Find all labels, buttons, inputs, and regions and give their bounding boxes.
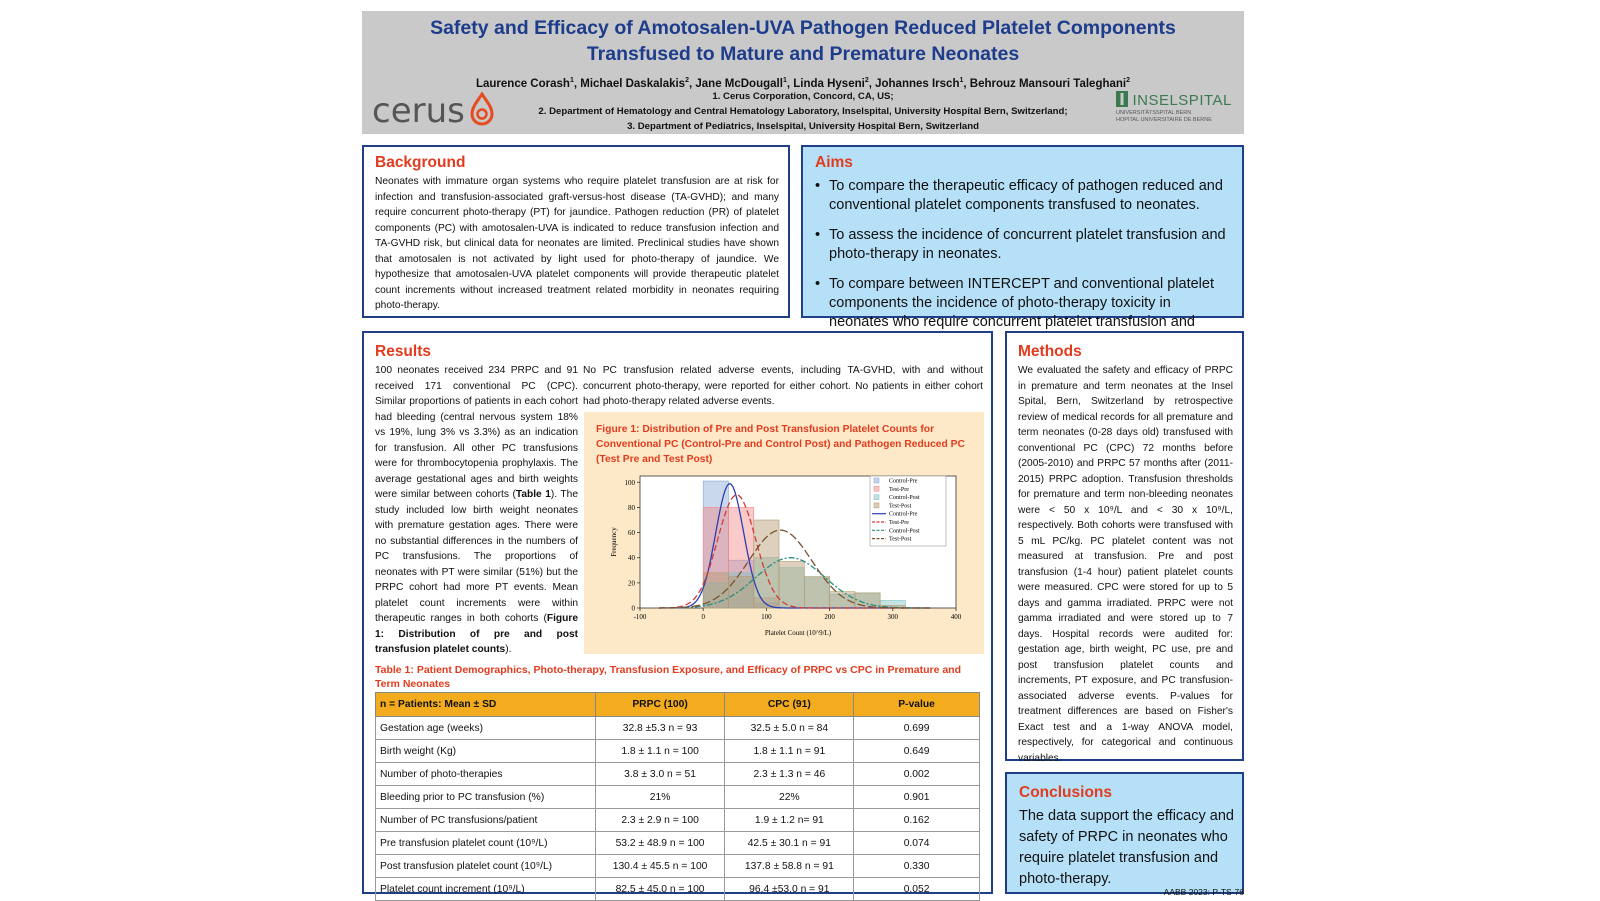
table-cell: 0.052 [854,878,980,901]
author-affiliation-number: 1 [569,77,574,84]
legend-label: Control-Pre [889,511,918,518]
affiliation-2: 2. Department of Hematology and Central Hematology Laboratory, Inselspital, University Hospital Bern, Switzerland; [538,106,1068,117]
author-affiliation-number: 1 [782,77,787,84]
x-tick-label: 400 [950,613,962,621]
table-title: Table 1: Patient Demographics, Photo-therapy, Transfusion Exposure, and Efficacy of PRPC vs CPC in Premature and Term Neonates [375,664,961,690]
table-cell: 0.162 [854,809,980,832]
author-separator: , [688,77,696,90]
title-line-2: Transfused to Mature and Premature Neonates [586,43,1020,65]
author-affiliation-number: 1 [959,77,964,84]
results-heading: Results [375,343,431,360]
legend-swatch [874,503,879,508]
table-header-cell: CPC (91) [725,693,854,717]
author-name: Linda Hyseni [793,77,865,90]
cerus-logo-text: cerus [372,91,465,131]
conclusions-box [1005,772,1244,894]
table-cell: 21% [595,786,725,809]
table-cell: 82.5 ± 45.0 n = 100 [595,878,725,901]
legend-label: Test-Post [889,503,912,510]
title-line-1: Safety and Efficacy of Amotosalen-UVA Pathogen Reduced Platelet Components [430,17,1176,39]
table-cell: 96.4 ±53.0 n = 91 [725,878,854,901]
histogram-bar [830,592,855,608]
table-cell: Bleeding prior to PC transfusion (%) [376,786,596,809]
figure-title: Figure 1: Distribution of Pre and Post Transfusion Platelet Counts for Conventional PC (Control-Pre and Control Post) and Pathogen Reduced PC (Test Pre and Test Post) [596,424,965,465]
x-tick-label: 100 [761,613,772,621]
table-cell: 0.901 [854,786,980,809]
legend-label: Test-Pre [889,520,909,526]
table-cell: 0.699 [854,717,980,740]
y-tick-label: 0 [631,604,635,613]
table-cell: 42.5 ± 30.1 n = 91 [725,832,854,855]
x-tick-label: -100 [633,613,647,621]
conclusions-text: The data support the efficacy and safety of PRPC in neonates who require platelet transfusion and photo-therapy. [1019,808,1234,887]
legend-swatch [874,486,879,491]
legend-label: Control-Post [889,528,920,535]
table-header-cell: n = Patients: Mean ± SD [376,693,596,717]
table-row [376,809,980,832]
inselspital-logo [1116,91,1240,124]
author-list [362,74,1244,91]
table-header-cell: P-value [854,693,980,717]
histogram-bar [855,593,880,608]
histogram-bar [728,577,753,608]
author-name: Johannes Irsch [875,77,960,90]
author-affiliation-number: 2 [864,77,869,84]
legend-label: Test-Pre [889,486,909,493]
aims-item: • To compare between INTERCEPT and conventional platelet components the incidence of photo-therapy toxicity in neonates who require concurrent platelet transfusion and [815,275,1233,351]
table-cell: 1.8 ± 1.1 n = 91 [725,740,854,763]
inselspital-mark-icon [1116,91,1128,107]
table-cell: Number of photo-therapies [376,763,596,786]
table-row [376,855,980,878]
table-cell: 137.8 ± 58.8 n = 91 [725,855,854,878]
inselspital-logo-text: INSELSPITAL [1132,92,1232,109]
table-cell: 32.8 ±5.3 n = 93 [595,717,725,740]
poster-header [362,11,1244,134]
background-box [362,145,790,318]
affiliation-3: 3. Department of Pediatrics, Inselspital, University Hospital Bern, Switzerland [627,121,979,132]
histogram-bar [779,561,804,608]
author-separator: , [786,77,794,90]
figure-1 [584,412,984,654]
author-separator: , [963,77,970,90]
x-tick-label: 300 [887,613,899,621]
poster-footer: AABB 2023: P-TS-76 [1163,887,1244,897]
legend-label: Test-Post [889,536,912,543]
y-tick-label: 40 [628,554,635,563]
table-row [376,832,980,855]
histogram-bar [754,520,779,608]
y-axis-label: Frequency [610,527,618,557]
table-row [376,740,980,763]
conclusions-heading: Conclusions [1019,784,1113,801]
table-cell: 130.4 ± 45.5 n = 100 [595,855,725,878]
results-text-column-2: No PC transfusion related adverse events, including TA-GVHD, with and without concurrent photo-therapy, were reported for either cohort. No patients in either cohort had photo-therapy related adverse events. [583,365,983,407]
x-axis-label: Platelet Count (10^9/L) [764,629,832,637]
aims-heading: Aims [815,154,853,171]
legend-label: Control-Post [889,495,920,502]
poster-title [362,15,1244,67]
table-cell: Pre transfusion platelet count (10⁹/L) [376,832,596,855]
cerus-logo [372,91,495,131]
table-cell: 3.8 ± 3.0 n = 51 [595,763,725,786]
table-cell: 2.3 ± 1.3 n = 46 [725,763,854,786]
author-separator: , [573,77,581,90]
table-row [376,717,980,740]
y-tick-label: 100 [624,478,635,487]
results-text-column-1: 100 neonates received 234 PRPC and 91 received 171 conventional PC (CPC). Similar proportions of patients in each cohort had bleeding (central nervous system 18% vs 19%, lung 3% vs 3.3%) as an indication for transfusion. All other PC transfusions were for thrombocytopenia prophylaxis. The average gestational ages and birth weights were similar between cohorts (Table 1). The study included low birth weight neonates with premature gestation ages. There were no substantial differences in the numbers of PC transfusions. The proportions of neonates with PT were similar (51%) but the PRPC cohort had more PT events. Mean platelet count increments were within therapeutic ranges in both cohorts (Figure 1: Distribution of pre and post transfusion platelet counts). [375,365,578,655]
table-cell: 2.3 ± 2.9 n = 100 [595,809,725,832]
table-cell: 0.074 [854,832,980,855]
table-cell: 53.2 ± 48.9 n = 100 [595,832,725,855]
author-name: Jane McDougall [695,77,783,90]
table-row [376,878,980,901]
x-tick-label: 0 [701,613,705,621]
legend-swatch [874,495,879,500]
inselspital-logo-subtext: UNIVERSITÄTSSPITAL BERN HOPITAL UNIVERSITAIRE DE BERNE [1116,110,1212,123]
methods-heading: Methods [1018,343,1082,360]
methods-text: We evaluated the safety and efficacy of PRPC in premature and term neonates at the Insel Spital, Bern, Switzerland by retrospective review of medical records for all premature and term neonates (0-28 days old) transfused with conventional PC (CPC) 72 months before (2005-2010) and PRPC 57 months after (2011-2015) PRPC adoption. Transfusion thresholds for premature and term non-bleeding neonates were < 50 x 10⁹/L and < 30 x 10⁹/L, respectively. Both cohorts were transfused with 5 mL PC/kg. PC platelet content was not measured at transfusion. Pre and post transfusion (1-4 hour) patient platelet counts were measured. CPC were stored for up to 5 days and gamma irradiated. PRPC were not gamma irradiated and were stored up to 7 days. Hospital records were audited for: gestation age, birth weight, PC use, pre and post transfusion platelet counts and increments, PT exposure, and PC transfusion-associated adverse events. P-values for treatment differences are based on Fisher's Exact test and a 1-way ANOVA model, respectively, for categorical and continuous variables. [1018,365,1233,764]
table-cell: 22% [725,786,854,809]
table-header-row [376,693,980,717]
aims-item: • To assess the incidence of concurrent platelet transfusion and photo-therapy in neonates. [815,226,1233,264]
cerus-drop-icon [469,92,495,126]
legend-label: Control-Pre [889,478,918,485]
methods-box [1005,331,1244,764]
y-tick-label: 60 [628,529,635,538]
author-affiliation-number: 2 [685,77,689,84]
background-heading: Background [375,154,466,171]
author-name: Behrouz Mansouri Taleghani [969,77,1127,90]
y-tick-label: 20 [628,579,635,588]
table-row [376,786,980,809]
legend-swatch [874,478,879,483]
author-affiliation-number: 2 [1126,77,1131,84]
author-name: Laurence Corash [475,77,570,90]
x-tick-label: 200 [824,613,835,621]
author-name: Michael Daskalakis [580,77,686,90]
table-cell: Gestation age (weeks) [376,717,596,740]
table-cell: 1.8 ± 1.1 n = 100 [595,740,725,763]
affiliation-1: 1. Cerus Corporation, Concord, CA, US; [712,91,894,102]
platelet-histogram-chart [594,468,979,648]
table-cell: Platelet count increment (10⁹/L) [376,878,596,901]
table-cell: 0.649 [854,740,980,763]
y-tick-label: 80 [628,503,635,512]
aims-box [801,145,1244,330]
table-cell: 0.002 [854,763,980,786]
aims-item: • To compare the therapeutic efficacy of pathogen reduced and conventional platelet components transfused to neonates. [815,177,1233,215]
table-row [376,763,980,786]
table-cell: 32.5 ± 5.0 n = 84 [725,717,854,740]
results-table [375,692,980,901]
table-cell: Number of PC transfusions/patient [376,809,596,832]
background-text: Neonates with immature organ systems who require platelet transfusion are at risk for infection and transfusion-associated graft-versus-host disease (TA-GVHD); and many require concurrent photo-therapy (PT) for jaundice. Pathogen reduction (PR) of platelet components (PC) with amotosalen-UVA is indicated to reduce transfusion infection and TA-GVHD risk, but clinical data for neonates are limited. Preclinical studies have shown that amotosalen is not activated by light used for photo-therapy of jaundice. We hypothesize that amotosalen-UVA platelet components will provide therapeutic platelet count increments without increased treatment related morbidity in neonates requiring photo-therapy. [375,176,779,311]
table-cell: Post transfusion platelet count (10⁹/L) [376,855,596,878]
table-cell: 1.9 ± 1.2 n= 91 [725,809,854,832]
table-cell: 0.330 [854,855,980,878]
author-separator: , [868,77,876,90]
table-header-cell: PRPC (100) [595,693,725,717]
table-cell: Birth weight (Kg) [376,740,596,763]
